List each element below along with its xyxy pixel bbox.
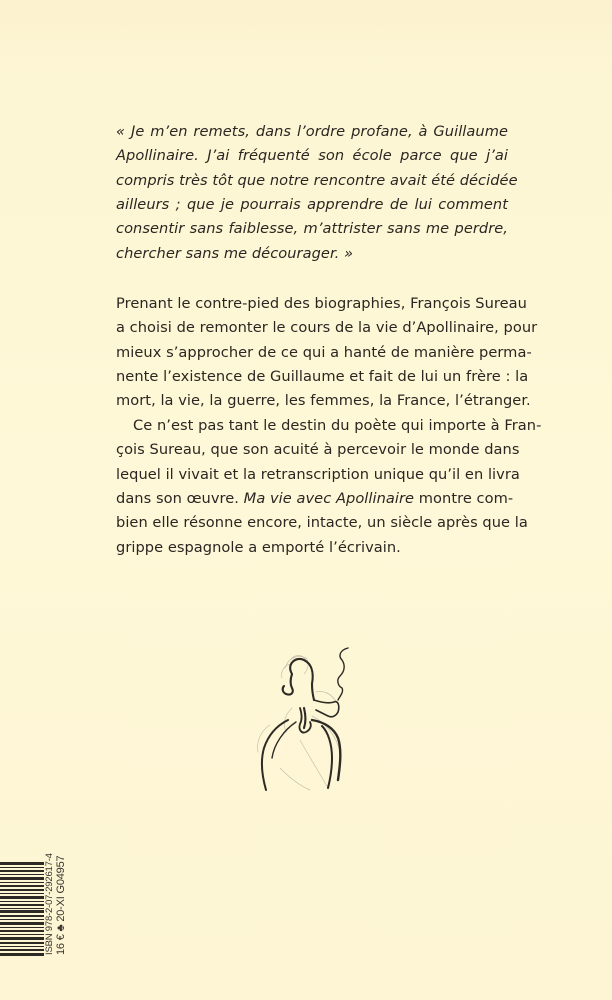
- quote-line: chercher sans me décourager. »: [116, 244, 354, 262]
- paragraph-line: Prenant le contre-pied des biographies, François Sureau: [116, 295, 527, 312]
- paragraph-line: [116, 487, 514, 511]
- paragraph-line: çois Sureau, que son acuité à percevoir le monde dans: [116, 441, 520, 459]
- quote-line: ailleurs ; que je pourrais apprendre de lui comment: [116, 196, 508, 214]
- paragraph-line: nente l’existence de Guillaume et fait de lui un frère : la: [116, 368, 529, 386]
- quote-line: consentir sans faiblesse, m’attrister sans me perdre,: [116, 220, 508, 238]
- paragraph-text: dans son œuvre.: [116, 490, 244, 508]
- line-drawing-smoking-figure-icon: [240, 640, 380, 795]
- paragraph-line: mort, la vie, la guerre, les femmes, la France, l’étranger.: [116, 392, 531, 410]
- barcode: [0, 862, 44, 956]
- paragraph-line: Ce n’est pas tant le destin du poète qui importe à Fran-: [133, 417, 542, 434]
- isbn-text: ISBN 978-2-07-292617-4: [44, 853, 55, 955]
- paragraph-line: bien elle résonne encore, intacte, un siècle après que la: [116, 514, 528, 532]
- book-title: Ma vie avec Apollinaire: [243, 490, 415, 508]
- paragraph-line: grippe espagnole a emporté l’écrivain.: [116, 538, 401, 556]
- paragraph-line: a choisi de remonter le cours de la vie d’Apollinaire, pour: [116, 319, 538, 337]
- blurb-paragraph-1: [116, 292, 538, 414]
- paragraph-line: mieux s’approcher de ce qui a hanté de manière perma-: [116, 343, 532, 361]
- epigraph-quote: [116, 120, 518, 266]
- isbn-price-label: [45, 853, 66, 955]
- quote-line: Apollinaire. J’ai fréquenté son école parce que j’ai: [116, 147, 508, 165]
- blurb-paragraph-2: [116, 414, 542, 560]
- paragraph-line: lequel il vivait et la retranscription unique qu’il en livra: [116, 465, 520, 483]
- paragraph-text: montre com-: [414, 490, 514, 508]
- quote-line: « Je m’en remets, dans l’ordre profane, à Guillaume: [116, 123, 508, 140]
- price-code-text: 16 € ♣ 20-XI G04957: [54, 855, 67, 955]
- quote-line: compris très tôt que notre rencontre avait été décidée: [116, 171, 518, 189]
